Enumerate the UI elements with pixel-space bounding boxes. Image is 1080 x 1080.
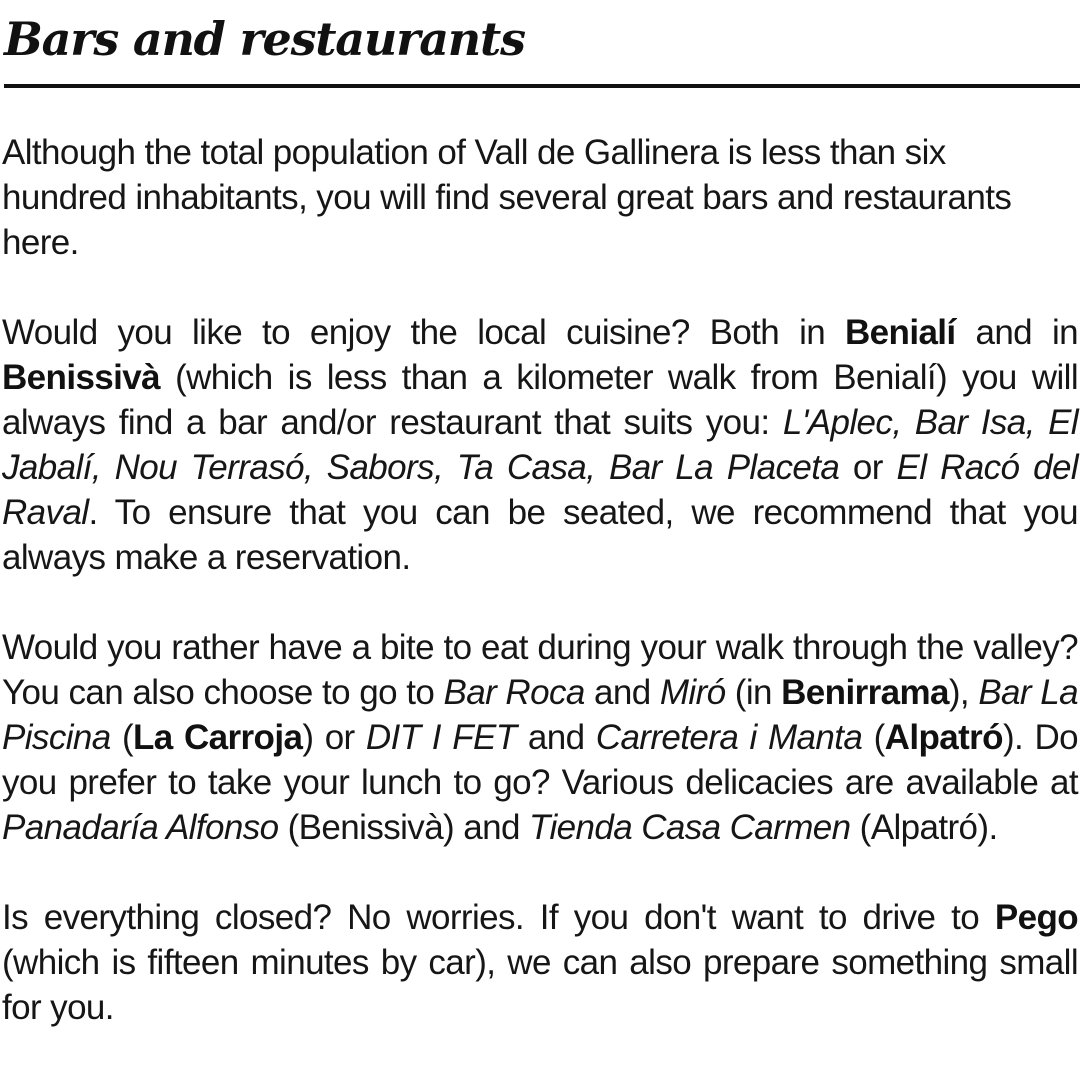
text-span: . To ensure that you can be seated, we recommend that you always make a reservation.: [2, 493, 1078, 577]
text-span: (which is less than a kilometer walk from Benialí) you will always find a bar and/or restaurant that suits you:: [2, 358, 1078, 442]
text-span: (: [110, 718, 134, 757]
bar-dit-i-fet: DIT I FET: [365, 718, 517, 757]
text-span: and: [516, 718, 596, 757]
restaurant-el-raco-del-raval: El Racó del Raval: [2, 448, 1078, 532]
bar-miro: Miró: [659, 673, 726, 712]
shop-panadaria-alfonso: Panadaría Alfonso: [2, 808, 279, 847]
text-span: (Benissivà) and: [278, 808, 529, 847]
bar-roca: Bar Roca: [443, 673, 585, 712]
text-span: ) or: [302, 718, 366, 757]
text-span: and in: [955, 313, 1078, 352]
text-span: Would you like to enjoy the local cuisine? Both in: [2, 313, 845, 352]
place-la-carroja: La Carroja: [133, 718, 303, 757]
place-pego: Pego: [994, 898, 1078, 937]
intro-text: Although the total population of Vall de Gallinera is less than six hundred inhabitants, you will find several great bars and restaurants here.: [2, 133, 1012, 262]
paragraph-bite-to-eat: [2, 625, 1078, 850]
text-span: (in: [725, 673, 782, 712]
paragraph-closed: [2, 895, 1078, 1030]
paragraph-intro: [2, 130, 1078, 265]
shop-tienda-casa-carmen: Tienda Casa Carmen: [528, 808, 851, 847]
text-span: or: [839, 448, 897, 487]
text-span: (which is fifteen minutes by car), we can also prepare something small for you.: [2, 943, 1078, 1027]
page-title: Bars and restaurants: [4, 12, 525, 66]
text-span: and: [584, 673, 660, 712]
paragraph-local-cuisine: [2, 310, 1078, 580]
bar-carretera-i-manta: Carretera i Manta: [595, 718, 863, 757]
title-divider: [4, 84, 1080, 88]
place-alpatro: Alpatró: [884, 718, 1003, 757]
text-span: Would you rather have a bite to eat during your walk through the valley? You can also choose to go to: [2, 628, 1078, 712]
place-benissiva: Benissivà: [2, 358, 161, 397]
bar-la-piscina: Bar La Piscina: [2, 673, 1078, 757]
article-body: [2, 130, 1078, 1030]
text-span: (Alpatró).: [850, 808, 998, 847]
text-span: (: [862, 718, 885, 757]
text-span: ). Do you prefer to take your lunch to go? Various delicacies are available at: [2, 718, 1078, 802]
place-benirrama: Benirrama: [781, 673, 949, 712]
place-benialí: Benialí: [845, 313, 956, 352]
restaurant-list: L'Aplec, Bar Isa, El Jabalí, Nou Terrasó, Sabors, Ta Casa, Bar La Placeta: [2, 403, 1078, 487]
text-span: ),: [948, 673, 979, 712]
text-span: Is everything closed? No worries. If you don't want to drive to: [2, 898, 995, 937]
